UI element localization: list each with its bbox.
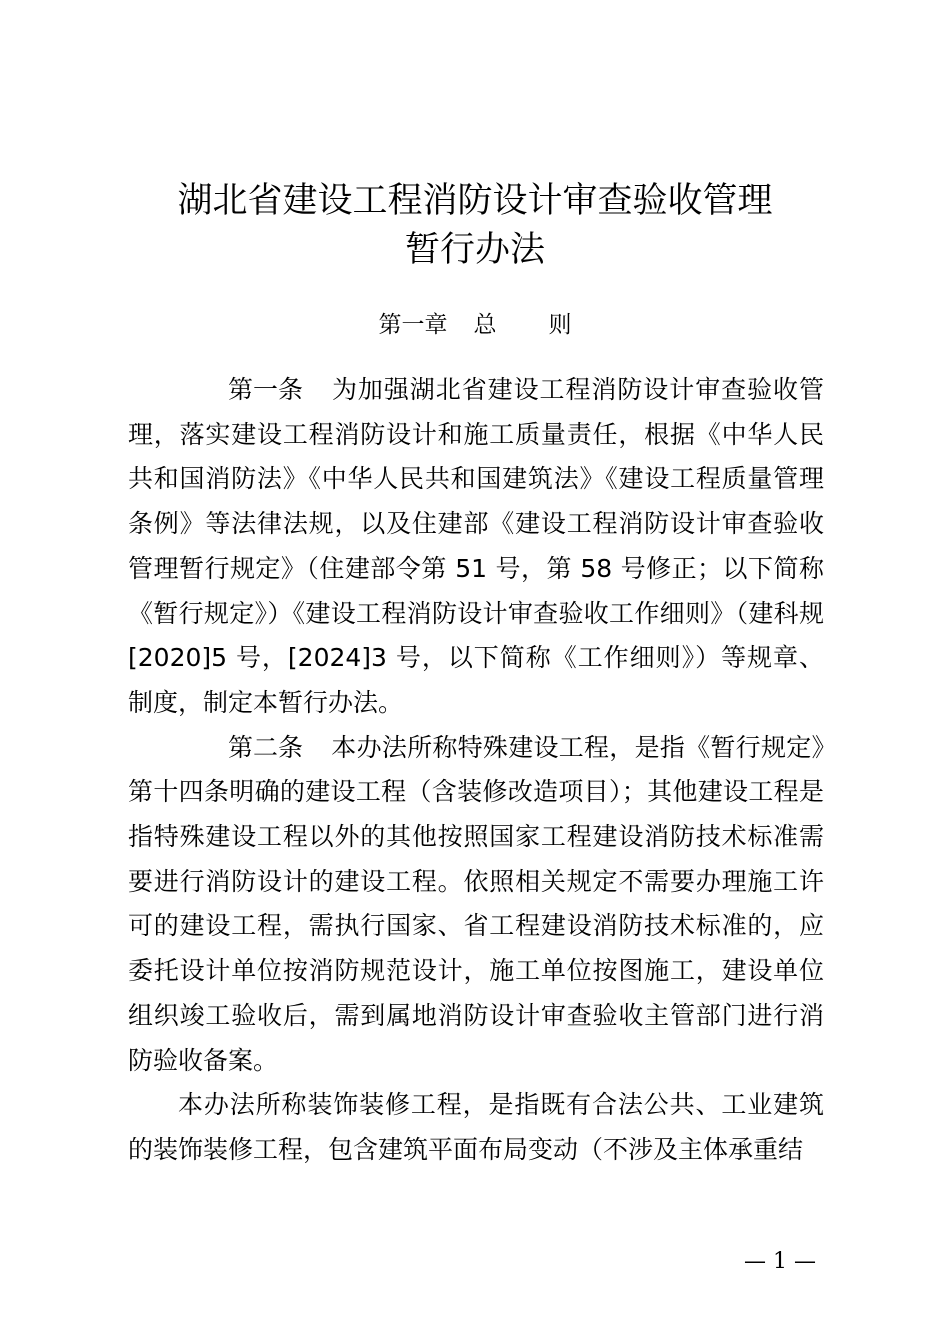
body-text: [128, 368, 824, 1173]
article-2: [128, 726, 824, 1084]
page-number: — 1 —: [744, 1249, 816, 1274]
article-1-heading: 第一条: [228, 375, 304, 404]
paragraph-3: 本办法所称装饰装修工程，是指既有合法公共、工业建筑的装饰装修工程，包含建筑平面布局变动（不涉及主体承重结: [128, 1090, 824, 1164]
article-1: [128, 368, 824, 726]
article-2-text: 本办法所称特殊建设工程，是指《暂行规定》第十四条明确的建设工程（含装修改造项目）；其他建设工程是指特殊建设工程以外的其他按照国家工程建设消防技术标准需要进行消防设计的建设工程。依照相关规定不需要办理施工许可的建设工程，需执行国家、省工程建设消防技术标准的，应委托设计单位按消防规范设计，施工单位按图施工，建设单位组织竣工验收后，需到属地消防设计审查验收主管部门进行消防验收备案。: [128, 732, 824, 1075]
chapter-word-1: 总: [473, 312, 497, 338]
document-title-line-1: 湖北省建设工程消防设计审查验收管理: [177, 181, 773, 221]
article-1-text: 为加强湖北省建设工程消防设计审查验收管理，落实建设工程消防设计和施工质量责任，根据《中华人民共和国消防法》《中华人民共和国建筑法》《建设工程质量管理条例》等法律法规，以及住建部《建设工程消防设计审查验收管理暂行规定》（住建部令第 51 号，第 58 号修正；以下简称《暂行规定》）《建设工程消防设计审查验收工作细则》（建科规[2020]5 号，[2024]3 号，以下简称《工作细则》）等规章、制度，制定本暂行办法。: [128, 375, 824, 717]
article-2-heading: 第二条: [228, 732, 304, 762]
chapter-heading: [0, 307, 950, 343]
document-title-line-2: 暂行办法: [404, 230, 545, 270]
chapter-word-2: 则: [548, 312, 572, 338]
chapter-label: 第一章: [378, 312, 448, 338]
